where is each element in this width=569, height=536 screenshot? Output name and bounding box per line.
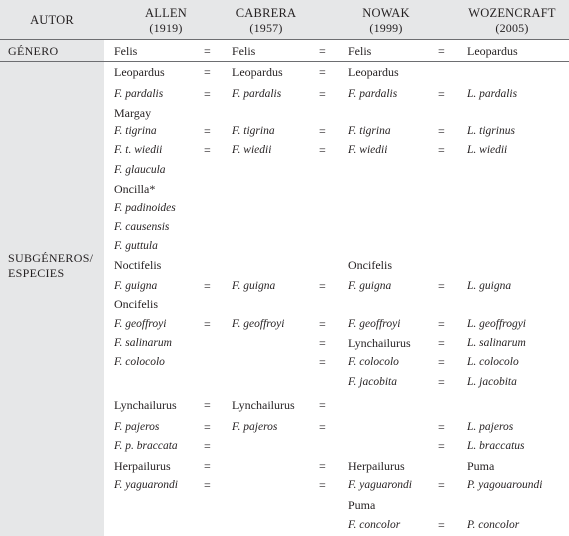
species-cell: L. jacobita: [467, 376, 517, 388]
taxon-cell: Puma: [467, 459, 495, 473]
equivalence-sign: =: [438, 124, 445, 138]
equivalence-sign: =: [319, 87, 326, 101]
species-cell: L. colocolo: [467, 356, 519, 368]
equivalence-sign: =: [204, 279, 211, 293]
equivalence-sign: =: [438, 420, 445, 434]
equivalence-sign: =: [438, 279, 445, 293]
author-name: CABRERA: [235, 6, 297, 20]
species-cell: L. pajeros: [467, 421, 514, 433]
taxon-cell: Herpailurus: [114, 459, 171, 473]
species-cell: F. geoffroyi: [232, 318, 285, 330]
autor-label: AUTOR: [30, 13, 74, 27]
taxon-cell: Oncifelis: [114, 297, 158, 311]
subgeneros-label: [8, 251, 93, 281]
species-cell: F. jacobita: [348, 376, 397, 388]
species-cell: F. colocolo: [348, 356, 399, 368]
species-cell: L. salinarum: [467, 337, 526, 349]
species-cell: L. braccatus: [467, 440, 525, 452]
author-year: (2005): [495, 21, 529, 35]
taxon-cell: Felis: [232, 44, 256, 58]
species-cell: F. tigrina: [114, 125, 157, 137]
species-cell: F. t. wiedii: [114, 144, 163, 156]
taxon-cell: Lynchailurus: [348, 336, 411, 350]
author-name: ALLEN: [145, 6, 187, 20]
species-cell: F. tigrina: [232, 125, 275, 137]
equivalence-sign: =: [438, 44, 445, 58]
taxon-cell: Lynchailurus: [114, 398, 177, 412]
equivalence-sign: =: [204, 65, 211, 79]
subgeneros-label-line2: ESPECIES: [8, 266, 65, 280]
species-cell: F. causensis: [114, 221, 170, 233]
genero-row-rule: [0, 61, 569, 62]
equivalence-sign: =: [319, 336, 326, 350]
column-header-cabrera: [210, 6, 322, 36]
species-cell: F. pardalis: [114, 88, 164, 100]
equivalence-sign: =: [438, 336, 445, 350]
equivalence-sign: =: [204, 439, 211, 453]
subgeneros-label-line1: SUBGÉNEROS/: [8, 251, 94, 265]
species-cell: F. colocolo: [114, 356, 165, 368]
species-cell: F. geoffroyi: [348, 318, 401, 330]
equivalence-sign: =: [204, 459, 211, 473]
equivalence-sign: =: [319, 143, 326, 157]
taxon-cell: Herpailurus: [348, 459, 405, 473]
equivalence-sign: =: [438, 478, 445, 492]
taxon-cell: Felis: [114, 44, 138, 58]
species-cell: L. pardalis: [467, 88, 518, 100]
author-year: (1919): [149, 21, 183, 35]
species-cell: F. wiedii: [348, 144, 388, 156]
author-year: (1957): [249, 21, 283, 35]
species-cell: F. geoffroyi: [114, 318, 167, 330]
taxon-cell: Puma: [348, 498, 376, 512]
taxon-cell: Oncilla*: [114, 182, 156, 196]
species-cell: F. guttula: [114, 240, 158, 252]
header-bottom-rule: [0, 39, 569, 40]
species-cell: F. pajeros: [232, 421, 278, 433]
equivalence-sign: =: [319, 355, 326, 369]
equivalence-sign: =: [319, 124, 326, 138]
species-cell: F. yaguarondi: [114, 479, 178, 491]
taxon-cell: Leopardus: [467, 44, 518, 58]
taxon-cell: Leopardus: [348, 65, 399, 79]
species-cell: F. p. braccata: [114, 440, 178, 452]
species-cell: F. wiedii: [232, 144, 272, 156]
equivalence-sign: =: [204, 124, 211, 138]
species-cell: F. pardalis: [232, 88, 282, 100]
species-cell: F. pardalis: [348, 88, 398, 100]
column-header-nowak: [326, 6, 446, 36]
species-cell: F. glaucula: [114, 164, 166, 176]
equivalence-sign: =: [319, 65, 326, 79]
species-cell: P. concolor: [467, 519, 520, 531]
taxon-cell: Felis: [348, 44, 372, 58]
species-cell: F. guigna: [232, 280, 276, 292]
taxon-cell: Margay: [114, 106, 152, 120]
equivalence-sign: =: [204, 143, 211, 157]
equivalence-sign: =: [438, 439, 445, 453]
taxon-cell: Oncifelis: [348, 258, 392, 272]
species-cell: F. pajeros: [114, 421, 160, 433]
species-cell: L. guigna: [467, 280, 512, 292]
author-name: NOWAK: [362, 6, 410, 20]
equivalence-sign: =: [319, 420, 326, 434]
species-cell: F. padinoides: [114, 202, 176, 214]
species-cell: L. geoffrogyi: [467, 318, 526, 330]
equivalence-sign: =: [204, 420, 211, 434]
row-label-column-background: [0, 39, 104, 536]
autor-header: [0, 13, 104, 28]
equivalence-sign: =: [204, 398, 211, 412]
taxon-cell: Lynchailurus: [232, 398, 295, 412]
equivalence-sign: =: [319, 459, 326, 473]
taxon-cell: Noctifelis: [114, 258, 162, 272]
equivalence-sign: =: [438, 317, 445, 331]
equivalence-sign: =: [438, 143, 445, 157]
equivalence-sign: =: [204, 478, 211, 492]
equivalence-sign: =: [438, 355, 445, 369]
equivalence-sign: =: [319, 398, 326, 412]
equivalence-sign: =: [204, 87, 211, 101]
species-cell: F. yaguarondi: [348, 479, 412, 491]
equivalence-sign: =: [204, 317, 211, 331]
equivalence-sign: =: [319, 317, 326, 331]
equivalence-sign: =: [204, 44, 211, 58]
species-cell: F. guigna: [348, 280, 392, 292]
species-cell: L. tigrinus: [467, 125, 515, 137]
equivalence-sign: =: [438, 518, 445, 532]
species-cell: F. guigna: [114, 280, 158, 292]
author-year: (1999): [369, 21, 403, 35]
column-header-wozencraft: [455, 6, 569, 36]
equivalence-sign: =: [438, 375, 445, 389]
species-cell: F. salinarum: [114, 337, 172, 349]
taxon-cell: Leopardus: [232, 65, 283, 79]
equivalence-sign: =: [319, 478, 326, 492]
equivalence-sign: =: [438, 87, 445, 101]
species-cell: F. tigrina: [348, 125, 391, 137]
species-cell: P. yagouaroundi: [467, 479, 543, 491]
species-cell: F. concolor: [348, 519, 401, 531]
equivalence-sign: =: [319, 44, 326, 58]
genero-label: GÉNERO: [8, 44, 59, 58]
author-name: WOZENCRAFT: [468, 6, 556, 20]
taxon-cell: Leopardus: [114, 65, 165, 79]
equivalence-sign: =: [319, 279, 326, 293]
species-cell: L. wiedii: [467, 144, 508, 156]
